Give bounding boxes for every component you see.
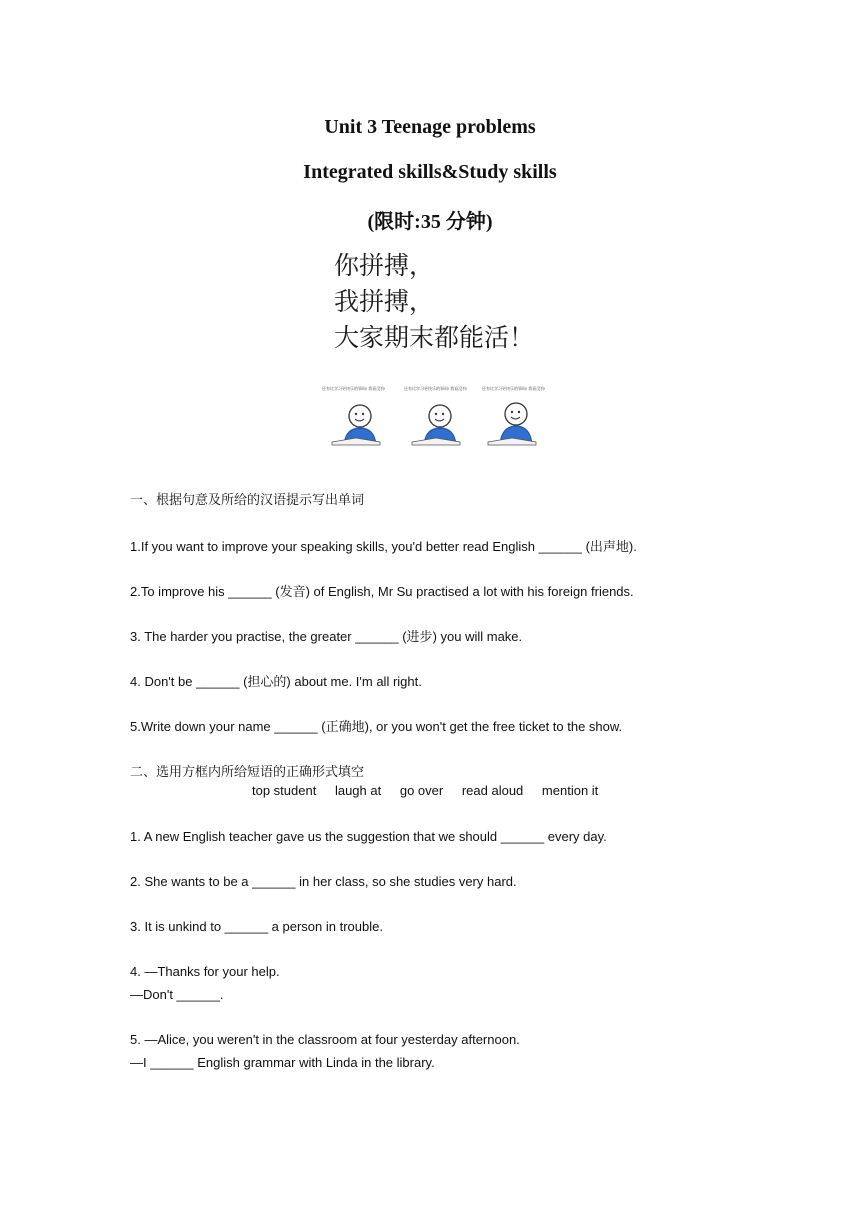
answer-line: —Don't ______. (130, 987, 224, 1002)
worksheet-subtitle: Integrated skills&Study skills (303, 161, 557, 183)
question-item (130, 536, 637, 555)
question-item (130, 716, 622, 735)
word-bank-item: go over (399, 783, 444, 798)
word-bank-item: top student (252, 783, 317, 798)
section1-heading: 一、根据句意及所给的汉语提示写出单词 (130, 493, 365, 508)
question-text: 5.Write down your name ______ ( (130, 719, 326, 734)
section2-heading: 二、选用方框内所给短语的正确形式填空 (130, 765, 365, 780)
chinese-hint: 发音 (279, 585, 306, 600)
worksheet-title: Unit 3 Teenage problems (324, 116, 536, 138)
cartoon-student-1 (322, 382, 388, 448)
cartoon-caption: 还有比学习更快乐的事吗! 我看没有! (322, 386, 386, 391)
question-text: 4. Don't be ______ ( (130, 674, 248, 689)
question-item (130, 581, 634, 600)
question-item: 3. It is unkind to ______ a person in trouble. (130, 919, 383, 934)
cartoon-student-3 (482, 382, 548, 448)
chinese-hint: 正确地 (325, 720, 365, 735)
motto-line: 大家期末都能活！ (334, 323, 535, 352)
motto-line: 你拼搏， (334, 251, 435, 280)
word-bank-item: laugh at (334, 783, 382, 798)
cartoon-caption: 还有比学习更快乐的事吗! 我看没有! (404, 386, 468, 391)
chinese-hint: 出声地 (589, 540, 629, 555)
chinese-hint: 进步 (406, 630, 433, 645)
question-text: ) about me. I'm all right. (286, 674, 422, 689)
question-item: 4. —Thanks for your help. (130, 964, 280, 979)
word-bank-item: read aloud (461, 783, 524, 798)
cartoon-caption: 还有比学习更快乐的事吗! 我看没有! (482, 386, 546, 391)
chinese-hint: 担心的 (247, 675, 287, 690)
studying-figure-icon (404, 382, 470, 448)
question-text: 3. The harder you practise, the greater ______ ( (130, 629, 407, 644)
question-item (130, 671, 422, 690)
answer-line: —I ______ English grammar with Linda in the library. (130, 1055, 435, 1070)
studying-figure-icon (482, 382, 548, 448)
question-text: 2.To improve his ______ ( (130, 584, 280, 599)
cartoon-student-2 (404, 382, 470, 448)
word-bank (252, 783, 613, 798)
studying-figure-icon (322, 382, 388, 448)
question-item: 1. A new English teacher gave us the suggestion that we should ______ every day. (130, 829, 607, 844)
question-text: ), or you won't get the free ticket to the show. (364, 719, 623, 734)
question-text: 1.If you want to improve your speaking skills, you'd better read English ______ ( (130, 539, 590, 554)
motto-image (334, 248, 544, 356)
time-limit: (限时:35 分钟) (367, 211, 493, 233)
question-text: ) you will make. (432, 629, 523, 644)
motto-line: 我拼搏， (334, 287, 435, 316)
cartoon-figures (322, 382, 552, 448)
question-text: ) of English, Mr Su practised a lot with his foreign friends. (305, 584, 634, 599)
word-bank-item: mention it (541, 783, 599, 798)
question-item (130, 626, 522, 645)
question-item: 5. —Alice, you weren't in the classroom at four yesterday afternoon. (130, 1032, 520, 1047)
question-item: 2. She wants to be a ______ in her class, so she studies very hard. (130, 874, 517, 889)
question-text: ). (628, 539, 637, 554)
